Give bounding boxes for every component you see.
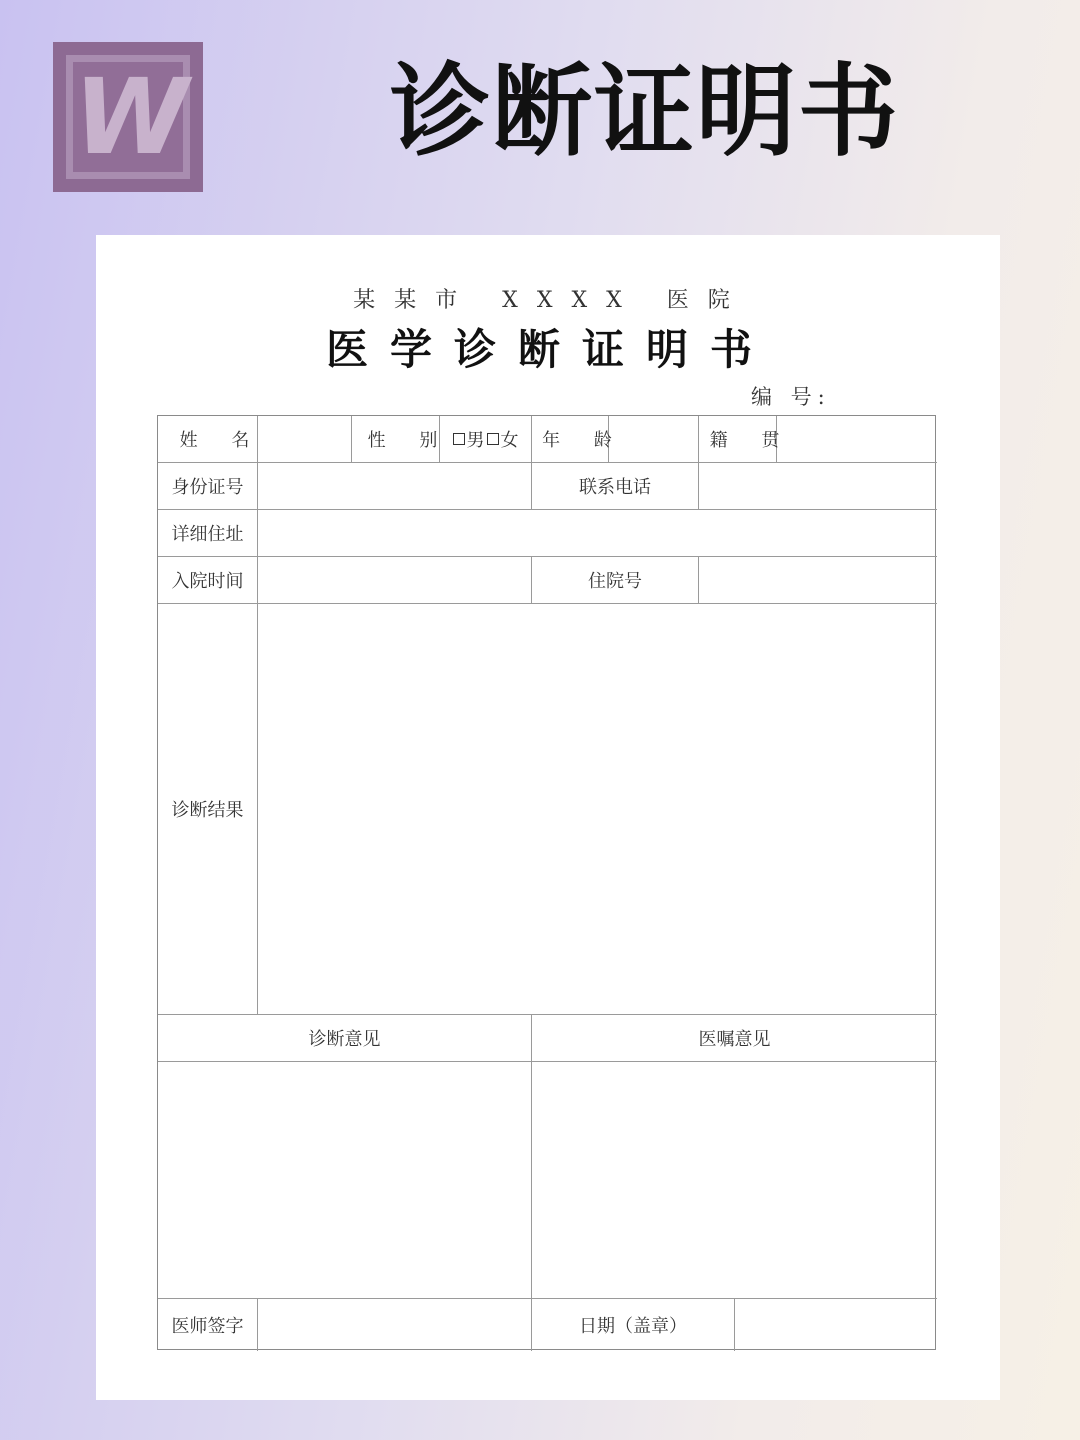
input-doctor-signature[interactable] — [258, 1299, 531, 1351]
input-id-number[interactable] — [258, 463, 531, 509]
diagnosis-form-table — [157, 415, 936, 1350]
label-admission-time: 入院时间 — [171, 571, 244, 592]
serial-number-label: 编 号: — [751, 385, 831, 409]
input-medical-advice[interactable] — [532, 1062, 937, 1298]
input-date-seal[interactable] — [735, 1299, 937, 1351]
banner-title: 诊断证明书 — [390, 53, 900, 170]
label-age: 年 龄 — [542, 430, 626, 451]
input-hometown[interactable] — [777, 416, 937, 462]
word-logo-icon — [53, 42, 203, 192]
gender-female-label: 女 — [500, 430, 519, 451]
label-diagnosis-opinion: 诊断意见 — [308, 1029, 381, 1050]
input-name[interactable] — [258, 416, 351, 462]
hospital-name: 某某市 XXXX 医院 — [353, 288, 749, 313]
document-page — [96, 235, 1000, 1400]
input-address[interactable] — [258, 510, 937, 556]
input-inpatient-no[interactable] — [699, 557, 937, 603]
input-age[interactable] — [609, 416, 698, 462]
input-diagnosis-opinion[interactable] — [158, 1062, 531, 1298]
label-diagnosis-result: 诊断结果 — [171, 800, 244, 821]
checkbox-male[interactable] — [453, 433, 465, 445]
label-hometown: 籍 贯 — [709, 430, 794, 451]
label-date-seal: 日期（盖章） — [579, 1316, 687, 1337]
checkbox-female[interactable] — [487, 433, 499, 445]
input-phone[interactable] — [699, 463, 937, 509]
label-name: 姓 名 — [179, 430, 264, 451]
label-medical-advice: 医嘱意见 — [698, 1029, 771, 1050]
document-title: 医学诊断证明书 — [325, 325, 774, 374]
label-id-number: 身份证号 — [171, 477, 244, 498]
label-phone: 联系电话 — [579, 477, 651, 498]
label-gender: 性 别 — [367, 430, 452, 451]
input-admission-time[interactable] — [258, 557, 531, 603]
gender-male-label: 男 — [466, 430, 485, 451]
input-diagnosis-result[interactable] — [258, 604, 937, 1014]
label-doctor-signature: 医师签字 — [171, 1316, 244, 1337]
gender-options — [440, 416, 531, 462]
label-inpatient-no: 住院号 — [588, 571, 642, 592]
logo-letter: W — [73, 56, 183, 178]
label-address: 详细住址 — [171, 524, 244, 545]
